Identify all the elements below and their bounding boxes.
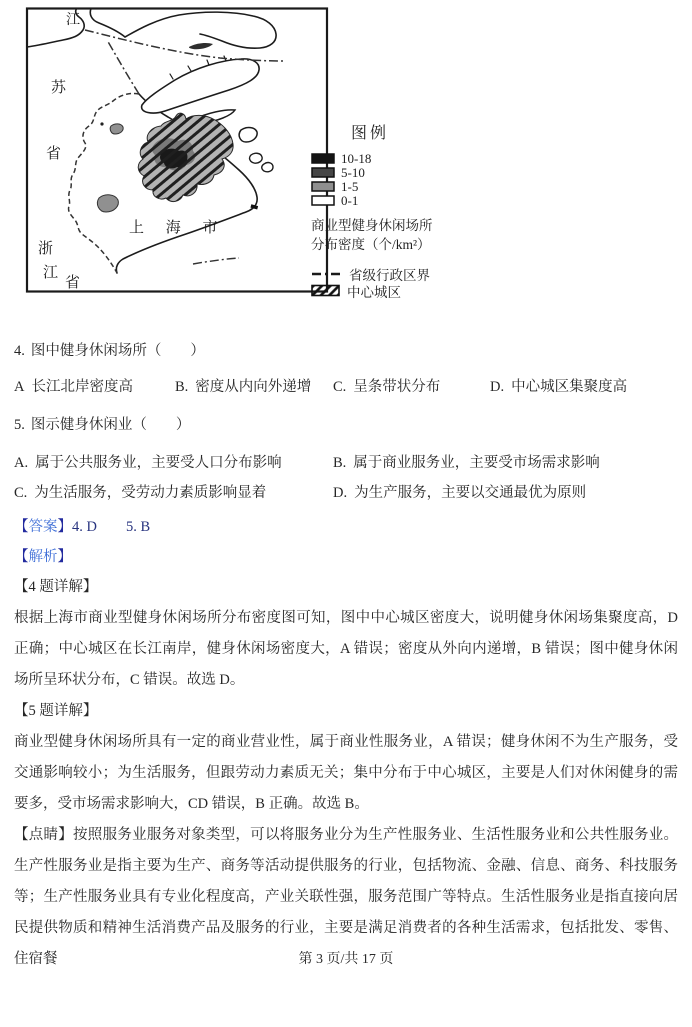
river-shoal [189, 43, 213, 49]
option-b [175, 372, 333, 402]
answer-line [14, 512, 678, 542]
option-c [14, 478, 333, 508]
density-patch-west [110, 124, 123, 134]
explanation-4-body: 根据上海市商业型健身休闲场所分布密度图可知，图中中心城区密度大，说明健身休闲场集聚度高，D 正确；中心城区在长江南岸，健身休闲场密度大，A 错误；密度从外向内递增，B 错误；图中健身休闲场所呈环状分布，C 错误。故选 D。 [14, 610, 678, 688]
legend-class-row [311, 166, 496, 180]
answer-label: 答案 [28, 519, 58, 535]
question-4-options [14, 372, 678, 402]
legend-range-label: 5-10 [341, 165, 365, 181]
label-jiangsu-char3: 省 [46, 146, 62, 162]
province-boundary-line-icon [311, 269, 343, 279]
legend-range-label: 0-1 [341, 193, 359, 209]
density-patch-southwest [97, 195, 118, 212]
option-key: C. [14, 485, 28, 501]
label-zhejiang-char2: 江 [43, 265, 59, 281]
option-d [333, 478, 678, 508]
legend-class-row [311, 152, 496, 166]
density-swatch-icon [311, 153, 335, 164]
option-text: 长江北岸密度高 [31, 379, 133, 395]
question-number: 4. [14, 343, 25, 359]
legend-range-label: 10-18 [341, 151, 372, 167]
option-key: C. [333, 379, 347, 395]
question-5-options-row2 [14, 478, 678, 508]
option-text: 属于商业服务业，主要受市场需求影响 [353, 455, 600, 471]
option-text: 密度从内向外递增 [195, 379, 312, 395]
option-text: 呈条带状分布 [353, 379, 441, 395]
legend-class-row [311, 194, 496, 208]
river-boundary-line [85, 30, 285, 61]
option-key: B. [175, 379, 189, 395]
small-island-1 [250, 153, 263, 163]
analysis-line [14, 542, 678, 572]
option-key: D. [490, 379, 505, 395]
yangtze-north-bank [90, 9, 276, 49]
question-4-stem [14, 336, 678, 366]
option-text: 为生活服务，受劳动力素质影响显着 [34, 485, 267, 501]
label-shanghai: 上 海 市 [129, 220, 227, 236]
legend-class-row [311, 180, 496, 194]
bay-boundary-line [193, 258, 239, 264]
answer-bracket-open: 【 [14, 519, 29, 535]
page-footer: 第 3 页/共 17 页 [298, 952, 394, 967]
option-a [14, 372, 175, 402]
question-stem-text: 图中健身休闲场所（ ） [30, 343, 205, 359]
central-city-zones [138, 113, 233, 201]
option-text: 属于公共服务业，主要受人口分布影响 [35, 455, 282, 471]
answer-bracket-close: 】 [57, 519, 72, 535]
center-city-hatch-icon [311, 284, 341, 297]
map-legend [311, 120, 496, 298]
legend-caption-line2: 分布密度（个/km²） [311, 236, 431, 252]
option-c [333, 372, 490, 402]
legend-center-city-row [311, 284, 496, 298]
legend-center-city-label: 中心城区 [347, 284, 401, 300]
question-stem-text: 图示健身休闲业（ ） [30, 417, 191, 433]
chongming-island [142, 59, 260, 113]
option-a [14, 448, 333, 478]
map-svg [25, 6, 331, 296]
tip-body: 按照服务业服务对象类型，可以将服务业分为生产性服务业、生活性服务业和公共性服务业。生产性服务业是指主要为生产、商务等活动提供服务的行业，包括物流、金融、信息、商务、科技服务等；生产性服务业具有专业化程度高，产业关联性强，服务范围广等特点。生活性服务业是指直接向居民提供物质和精神生活消费产品及服务的行业，主要是满足消费者的各种生活需求，包括批发、零售、住宿餐 [14, 827, 678, 967]
north-boundary-line [107, 40, 139, 94]
option-b [333, 448, 678, 478]
legend-range-label: 1-5 [341, 179, 359, 195]
small-island-2 [262, 163, 273, 172]
legend-caption-line1: 商业型健身休闲场所 [311, 217, 433, 233]
analysis-bracket-close: 】 [57, 549, 72, 565]
west-boundary-line [69, 93, 139, 273]
density-swatch-icon [311, 167, 335, 178]
option-key: D. [333, 485, 348, 501]
option-key: A. [14, 455, 29, 471]
legend-title: 图例 [351, 125, 390, 142]
label-zhejiang-char3: 省 [65, 275, 81, 291]
explanation-4-heading: 【4 题详解】 [14, 579, 98, 595]
center-city-hatch-overlay [138, 113, 233, 201]
label-jiangsu-char1: 江 [66, 13, 80, 28]
explanation-5-body: 商业型健身休闲场所具有一定的商业营业性，属于商业性服务业，A 错误；健身休闲不为生产服务，受交通影响较小；为生活服务，但跟劳动力素质无关；集中分布于中心城区，主要是人们对休闲健身的需要多，受市场需求影响大，CD 错误，B 正确。故选 B。 [14, 734, 678, 812]
answer-values: 4. D 5. B [72, 519, 151, 535]
legend-density-caption [311, 216, 496, 254]
question-5-stem [14, 410, 678, 440]
question-content [14, 336, 678, 975]
shanghai-density-map [25, 6, 331, 296]
analysis-bracket-open: 【 [14, 549, 29, 565]
legend-boundary-label: 省级行政区界 [349, 267, 430, 283]
tip-label: 【点睛】 [14, 827, 74, 843]
density-swatch-icon [311, 195, 335, 206]
legend-boundary-row [311, 267, 496, 281]
label-zhejiang-char1: 浙 [38, 241, 54, 257]
option-d [490, 372, 678, 402]
density-swatch-icon [311, 181, 335, 192]
analysis-label: 解析 [28, 549, 58, 565]
explanation-5-heading: 【5 题详解】 [14, 703, 98, 719]
option-text: 为生产服务，主要以交通最优为原则 [354, 485, 587, 501]
option-text: 中心城区集聚度高 [511, 379, 628, 395]
label-jiangsu-char2: 苏 [51, 80, 67, 96]
option-key: B. [333, 455, 347, 471]
option-key: A [14, 379, 25, 395]
density-dot [100, 122, 103, 125]
hengsha-island [239, 128, 257, 142]
question-5-options-row1 [14, 448, 678, 478]
question-number: 5. [14, 417, 25, 433]
